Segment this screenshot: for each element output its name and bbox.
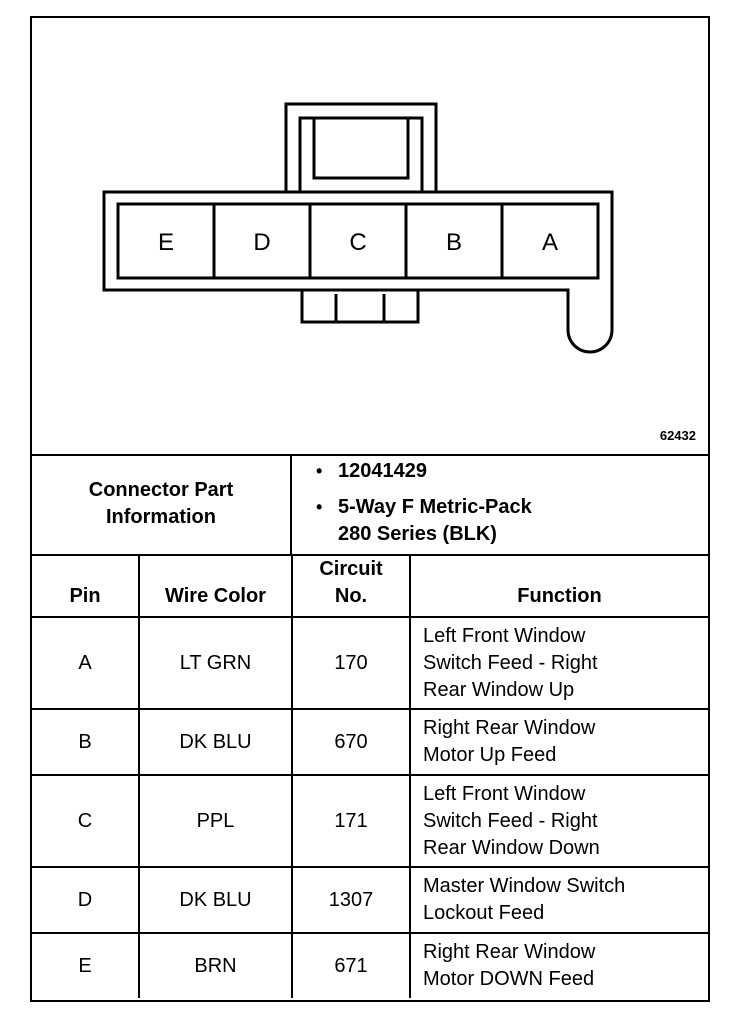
function-line: Motor DOWN Feed (423, 968, 595, 990)
table-row (32, 617, 708, 709)
pin-label-a: A (541, 229, 559, 256)
cell-wire-color: DK BLU (139, 709, 292, 775)
header-circuit-line2: No. (334, 585, 368, 607)
part-number: 12041429 (338, 460, 427, 482)
connector-frame (30, 16, 710, 1002)
table-row (32, 775, 708, 867)
part-description-line2: 280 Series (BLK) (338, 523, 497, 545)
function-line: Left Front Window (423, 782, 586, 805)
part-description-item (316, 494, 532, 548)
function-line: Right Rear Window (423, 941, 596, 963)
part-info-label-line1: Connector Part (88, 479, 234, 501)
function-line: Right Rear Window (423, 717, 596, 739)
header-circuit-line1: Circuit (319, 558, 383, 580)
function-line: Rear Window Up (423, 678, 575, 701)
cell-circuit: 170 (292, 617, 410, 709)
connector-diagram (32, 18, 708, 456)
connector-part-info (32, 454, 708, 556)
cell-circuit: 1307 (292, 867, 410, 933)
cell-circuit: 671 (292, 933, 410, 998)
part-info-list (294, 454, 708, 554)
pin-label-e: E (157, 229, 175, 256)
function-line: Master Window Switch (423, 875, 626, 897)
table-row (32, 867, 708, 933)
pin-table (32, 554, 708, 998)
part-description-line1: 5-Way F Metric-Pack (338, 496, 532, 518)
header-wire-color: Wire Color (139, 554, 292, 617)
cell-pin: D (32, 867, 139, 933)
bullet-icon: • (316, 461, 323, 481)
cell-wire-color: PPL (139, 775, 292, 867)
cell-pin: A (32, 617, 139, 709)
cell-function (410, 867, 708, 933)
cell-wire-color: DK BLU (139, 867, 292, 933)
function-line: Rear Window Down (423, 836, 600, 859)
cell-function (410, 617, 708, 709)
header-circuit (292, 554, 410, 617)
pin-label-c: C (349, 229, 367, 256)
cell-pin: C (32, 775, 139, 867)
figure-number: 62432 (659, 428, 696, 443)
header-function: Function (410, 554, 708, 617)
connector-drawing (32, 18, 708, 454)
cell-function (410, 775, 708, 867)
cell-function (410, 933, 708, 998)
part-info-label (32, 454, 292, 554)
function-line: Motor Up Feed (423, 744, 557, 766)
function-line: Switch Feed - Right (423, 651, 598, 674)
cell-wire-color: LT GRN (139, 617, 292, 709)
cell-wire-color: BRN (139, 933, 292, 998)
cell-pin: E (32, 933, 139, 998)
pin-label-b: B (445, 229, 463, 256)
cell-pin: B (32, 709, 139, 775)
table-row (32, 709, 708, 775)
cell-circuit: 670 (292, 709, 410, 775)
pin-label-d: D (253, 229, 271, 256)
function-line: Switch Feed - Right (423, 809, 598, 832)
table-row (32, 933, 708, 998)
bullet-icon: • (316, 497, 323, 517)
cell-function (410, 709, 708, 775)
table-header-row (32, 554, 708, 617)
function-line: Left Front Window (423, 624, 586, 647)
cell-circuit: 171 (292, 775, 410, 867)
function-line: Lockout Feed (423, 902, 545, 924)
part-number-item (316, 458, 427, 485)
part-info-label-line2: Information (106, 506, 216, 528)
header-pin: Pin (32, 554, 139, 617)
